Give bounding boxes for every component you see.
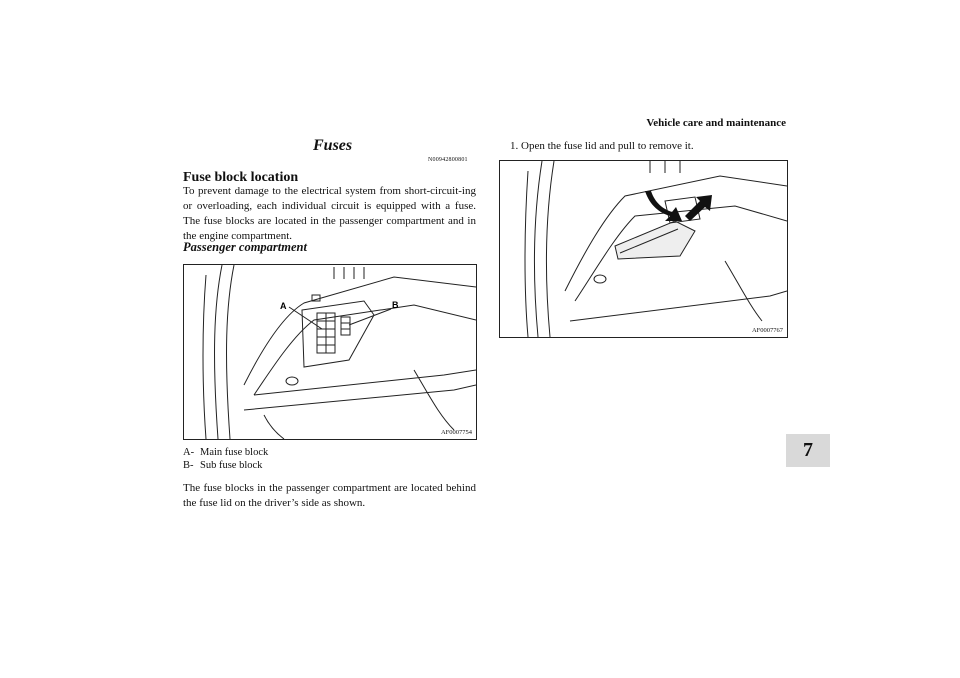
fuse-lid-illustration [500, 161, 787, 337]
step-1-text: 1. Open the fuse lid and pull to remove it. [510, 140, 694, 152]
legend-key: B- [183, 460, 194, 471]
section-title: Fuses [313, 137, 353, 154]
section-code: N00942800801 [428, 157, 468, 163]
figure-code: AF0007767 [751, 327, 783, 334]
figure-code: AF0007754 [440, 429, 472, 436]
dashboard-illustration [184, 265, 476, 439]
callout-a: A [280, 301, 287, 311]
intro-paragraph: To prevent damage to the electrical system from short-circuit-ing or overloading, each individual circuit is equipped with a fuse. The fuse blocks are located in the passenger compartment and in the engine compartment. [183, 185, 476, 242]
running-header: Vehicle care and maintenance [646, 117, 786, 129]
fuse-lid-removal-figure [499, 160, 788, 338]
passenger-compartment-heading: Passenger compartment [183, 240, 307, 254]
legend-item [183, 459, 268, 472]
figure-legend [183, 446, 268, 472]
pull-down-arrow-icon [645, 191, 682, 221]
legend-item [183, 446, 268, 459]
fuse-block-location-figure [183, 264, 477, 440]
legend-key: A- [183, 447, 195, 458]
legend-text: Sub fuse block [200, 460, 263, 471]
pull-out-arrow-icon [685, 195, 712, 221]
legend-text: Main fuse block [200, 447, 269, 458]
subsection-title: Fuse block location [183, 170, 299, 185]
callout-b: B [392, 300, 399, 310]
location-paragraph: The fuse blocks in the passenger compartment are located behind the fuse lid on the driver’s side as shown. [183, 482, 476, 509]
chapter-tab: 7 [786, 434, 830, 467]
